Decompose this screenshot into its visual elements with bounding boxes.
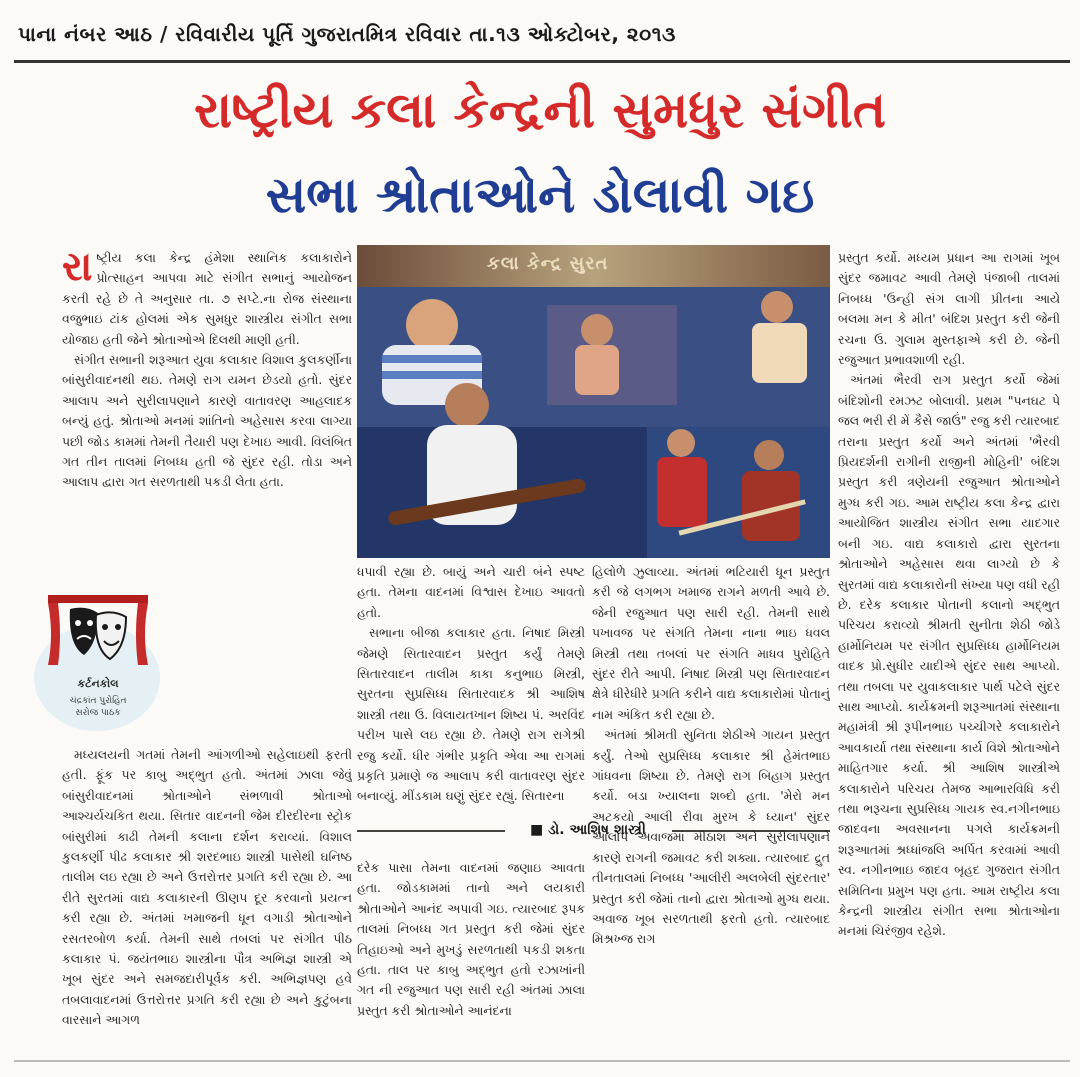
footer-rule (14, 1060, 1070, 1062)
page-header: પાના નંબર આઠ / રવિવારીય પૂર્તિ ગુજરાતમિત્ર રવિવાર તા.૧૩ ઓક્ટોબર, ૨૦૧૩ (18, 22, 676, 46)
column-author-2: સરોજ પાઠક (75, 708, 121, 718)
paragraph: અંતમાં શ્રીમતી સુનિતા શેઠીએ ગાયન પ્રસ્તુત કર્યું. તેઓ સુપ્રસિધ્ધ કલાકાર શ્રી હેમંતભાઇ ગાંધવના શિષ્યા છે. તેમણે રાગ બિહાગ પ્રસ્તુત કર્યો. બડા ખ્યાલના શબ્દો હતા. 'મેરો મન અટકયો આલી રીવા મુરખ કે ધ્યાન' સુંદર આલાપ અવાજમાં મીઠાશ અને સુરીલાપણાને કારણે રાગની જમાવટ કરી શક્યા. ત્યારબાદ દ્રુત તીનતાલમાં નિબધ્ધ 'આલીરી અલબેલી સુંદરતાર' પ્રસ્તુત કરી જેમાં તાનો દ્વારા શ્રોતાઓ મુગ્ધ થયા. અવાજ ખૂબ સરળતાથી ફરતો હતો. ત્યારબાદ મિશ્રખ્જ રાગ (592, 727, 830, 947)
photo-collage-image (357, 245, 830, 558)
paragraph: ષ્ટ્રીય કલા કેન્દ્ર હંમેશા સ્થાનિક કલાકારોને પ્રોત્સાહન આપવા માટે સંગીત સભાનું આયોજન કરતી રહે છે તે અનુસાર તા. ૭ સપ્ટે.ના રોજ સંસ્થાના વજુભાઇ ટાંક હોલમાં એક સુમધુર શાસ્ત્રીય સંગીત સભા યોજાઇ હતી જેને શ્રોતાઓએ દિલથી માણી હતી. (62, 250, 352, 347)
paragraph: અંતમાં ભૈરવી રાગ પ્રસ્તુત કર્યો જેમાં બંદિશોની રમઝટ બોલાવી. પ્રથમ "પનઘટ પે જલ ભરી રી મેં કૈસે જાઉં" રજુ કરી ત્યારબાદ તરાના પ્રસ્તુત કર્યો અને અંતમાં 'ભૈરવી પ્રિયદર્શની રાગીની રાજીની મોહિની' બંદિશ પ્રસ્તુત કરી ત્રણેયની રજુઆત શ્રોતાઓને મુગ્ધ કરી ગઇ. આમ રાષ્ટ્રીય કલા કેન્દ્ર દ્વારા આયોજિત શાસ્ત્રીય સંગીત સભા યાદગાર બની ગઇ. વાદ્ય કલાકારો દ્વારા સુરતના શ્રોતાઓને અહેસાસ થવા લાગ્યો છે કે સુરતમાં વાદ્ય કલાકારોની સંખ્યા પણ વધી રહી છે. દરેક કલાકાર પોતાની કલાનો અદ્ભુત પરિચય કરાવ્યો શ્રીમતી સુનીતા શેઠી જોડે હાર્મોનિયમ પર સંગીત સુપ્રસિધ્ધ હાર્મોનિયમ વાદક પ્રો.સુધીર યાદીએ સુંદર સાથ આપ્યો. તથા તબલા પર યુવાકલાકાર પાર્થ પટેલે સુંદર સાથ આપ્યો. કાર્યક્રમની શરૂઆતમાં સંસ્થાના મહામંત્રી શ્રી રૂપીનભાઇ પચ્ચીગરે કલાકારોને આવકાર્યા તથા સંસ્થાના કાર્ય વિશે શ્રોતાઓને માહિતગાર કર્યા. શ્રી આશિષ શાસ્ત્રીએ કલાકારોને પરિચય તેમજ આભારવિધિ કરી તથા ભરૂચના સુપ્રસિધ્ધ ગાયક સ્વ.નગીનભાઇ જાદવના અવસાનના પગલે કાર્યક્રમની શરૂઆતમાં શ્રધ્ધાંજલિ અર્પિત કરવામાં આવી સ્વ. નગીનભાઇ જાદવ બૃહદ ગુજરાત સંગીત સમિતિના પ્રમુખ પણ હતા. આમ રાષ્ટ્રીય કલા કેન્દ્રની શાસ્ત્રીય સંગીત સભા શ્રોતાઓના મનમાં ચિરંજીવ રહેશે. (838, 372, 1060, 939)
theatre-masks-icon (48, 595, 148, 675)
paragraph: હિલોળે ઝુલાવ્યા. અંતમાં ભટિયારી ધૂન પ્રસ્તુત કરી જે લગભગ ખમાજ રાગને મળતી આવે છે. જેની રજુઆત પણ સારી રહી. તેમની સાથે પખાવજ પર સંગતિ તેમના નાના ભાઇ ધવલ મિસ્ત્રી તથા તબલાં પર સંગતિ માધવ પુરોહિતે સુંદર રીતે આપી. નિષાદ મિસ્ત્રી પણ સિતારવાદન ક્ષેત્રે ધીરેધીરે પ્રગતિ કરીને વાદ્ય કલાકારોમાં પોતાનું નામ અંકિત કરી રહ્યા છે. (592, 564, 830, 722)
article-column-2 (357, 562, 585, 816)
column-author-1: ચંદ્રકાંત પુરોહિત (69, 696, 127, 706)
paragraph: મધ્યલયની ગતમાં તેમની આંગળીઓ સહેલાઇથી ફરતી હતી. ફૂંક પર કાબુ અદ્ભુત હતો. અંતમાં ઝાલા જેવું બાંસુરીવાદનમાં શ્રોતાઓને સંભળાવી શ્રોતાઓ આશ્ચર્યચકિત થયા. સિતાર વાદનની જેમ દીરદીરના સ્ટ્રોક બાંસુરીમાં કાઢી તેમની કલાના દર્શન કરાવ્યાં. વિશાલ કુલકર્ણી પીઢ કલાકાર શ્રી શરદભાઇ શાસ્ત્રી પાસેથી ઘનિષ્ઠ તાલીમ લઇ રહ્યા છે અને ઉત્તરોત્તર પ્રગતિ કરી રહ્યા છે. આ રીતે સુરતમાં વાદ્ય કલાકારની ઊણપ દૂર કરવાનો પ્રયત્ન કરી રહ્યા છે. અંતમાં ખમાજની ધૂન વગાડી શ્રોતાઓને રસતરબોળ કર્યા. તેમની સાથે તબલાં પર સંગીત પીઠ કલાકાર પં. જયંતભાઇ શાસ્ત્રીના પૌત્ર અભિજ્ઞ શાસ્ત્રી એ ખૂબ સુંદર અને સમજદારીપૂર્વક કરી. અભિજ્ઞપણ હવે તબલાવાદનમાં ઉત્તરોત્તર પ્રગતિ કરી રહ્યા છે અને કુટુંબના વારસાને આગળ (62, 747, 352, 1028)
paragraph: સંગીત સભાની શરૂઆત યુવા કલાકાર વિશાલ કુલકર્ણીના બાંસુરીવાદનથી થઇ. તેમણે રાગ યમન છેડયો હતો. સુંદર આલાપ અને સુરીલાપણાને કારણે વાતાવરણ આહલાદક બન્યું હતું. શ્રોતાઓ મનમાં શાંતિનો અહેસાસ કરવા લાગ્યા પછી જોડ કામમાં તેમની તૈયારી પણ દેખાઇ આવી. વિલંબિત ગત તીન તાલમાં નિબધ્ધ હતી જે સુંદર રહી. તોડા અને આલાપ દ્વારા ગત સરળતાથી પકડી લેતા હતા. (62, 352, 352, 490)
column-logo-title: કર્ટનકોલ (77, 677, 119, 690)
headline-line-1: રાષ્ટ્રીય કલા કેન્દ્રની સુમધુર સંગીત (194, 81, 886, 139)
column-logo (28, 595, 168, 735)
paragraph: દરેક પાસા તેમના વાદનમાં જણાઇ આવતા હતા. જોડકામમાં તાનો અને લયકારી શ્રોતાઓને આનંદ અપાવી ગઇ. ત્યારબાદ રૂપક તાલમાં નિબધ્ધ ગત પ્રસ્તુત કરી જેમાં સુંદર તિહાઇઓ અને મુખડું સરળતાથી પકડી શકતા હતા. તાલ પર કાબુ અદ્ભુત હતો રઝાખાંની ગત ની રજુઆત પણ સારી રહી અંતમાં ઝાલા પ્રસ્તુત કરી શ્રોતાઓને આનંદના (357, 860, 585, 1018)
paragraph: પ્રસ્તુત કર્યો. મધ્યમ પ્રધાન આ રાગમાં ખૂબ સુંદર જમાવટ આવી તેમણે પંજાબી તાલમાં નિબધ્ધ 'ઉન્હી સંગ લાગી પ્રીતના આયે બલમા મન કે મીત' બંદિશ પ્રસ્તુત કરી જેની રચના ઉ. ગુલામ મુસ્તફાએ કરી છે. જેની રજુઆત પ્રભાવશાળી રહી. (838, 250, 1060, 368)
event-photo (357, 245, 830, 558)
paragraph: સભાના બીજા કલાકાર હતા. નિષાદ મિસ્ત્રી જેમણે સિતારવાદન પ્રસ્તુત કર્યું તેમણે સિતારવાદન તાલીમ કાકા કનુભાઇ મિસ્ત્રી, સુરતના સુપ્રસિધ્ધ સિતારવાદક શ્રી આશિષ શાસ્ત્રી તથા ઉ. વિલાયતખાન શિષ્ય પં. અરવિંદ પરીખ પાસે લઇ રહ્યા છે. તેમણે રાગ રાગેશ્રી રજુ કર્યો. ધીર ગંભીર પ્રકૃતિ એવા આ રાગમાં પ્રકૃતિ પ્રમાણે જ આલાપ કરી વાતાવરણ સુંદર બનાવ્યું. મીંડકામ ઘણું સુંદર રહ્યું. સિતારના (357, 625, 585, 804)
photo-banner-text: કલા કેન્દ્ર સુરત (487, 253, 609, 274)
article-column-4 (838, 248, 1060, 1056)
drop-cap: રા (62, 248, 93, 290)
article-column-1-bottom (62, 745, 352, 1055)
header-rule (14, 60, 1070, 63)
article-column-3 (592, 562, 830, 1056)
paragraph: ધપાવી રહ્યા છે. બાયું અને ચારી બંને સ્પષ્ટ હતા. તેમના વાદનમાં વિશ્વાસ દેખાઇ આવતો હતો. (357, 564, 585, 620)
headline-line-2: સભા શ્રોતાઓને ડોલાવી ગઇ (265, 166, 815, 224)
author-byline: ■ ડો. આશિષ શાસ્ત્રી (530, 822, 646, 838)
article-column-2-lower (357, 858, 585, 1056)
